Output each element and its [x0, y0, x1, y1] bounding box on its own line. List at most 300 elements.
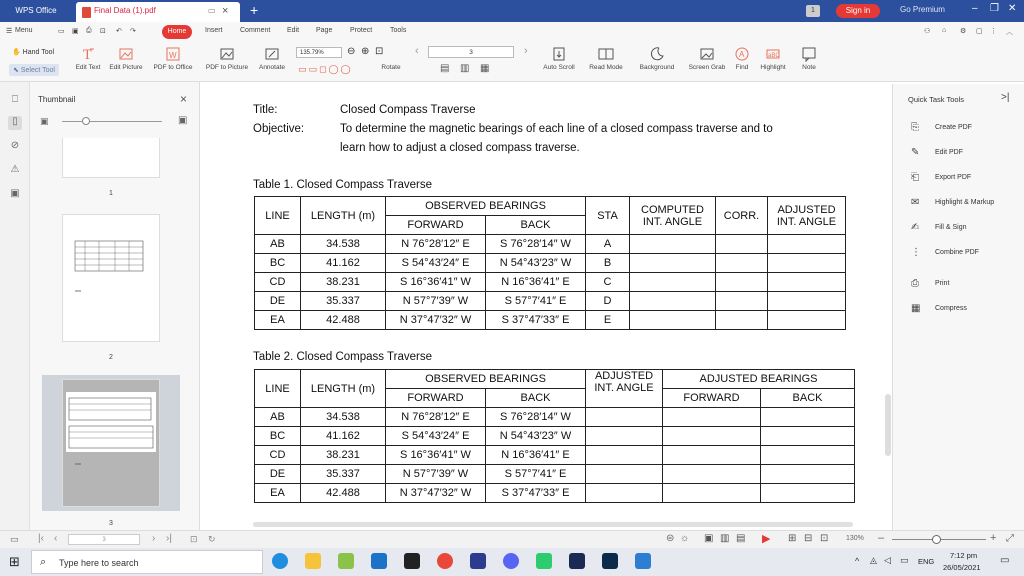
- table-cell: [761, 484, 855, 503]
- table-cell: 35.337: [301, 465, 386, 484]
- table-cell: 38.231: [301, 273, 386, 292]
- next-page-status-icon[interactable]: ›: [152, 533, 156, 544]
- table-cell: N 16°36′41″ E: [486, 273, 586, 292]
- table1-caption: Table 1. Closed Compass Traverse: [253, 179, 432, 191]
- table2-header-observed: OBSERVED BEARINGS: [386, 370, 586, 389]
- table1-header-computed-line1: COMPUTED: [641, 203, 704, 216]
- view-mode-icons[interactable]: ▭▭◻◯◯: [298, 64, 353, 74]
- table-cell: 42.488: [301, 311, 386, 330]
- table-cell: [586, 408, 663, 427]
- annotate-icon: [264, 46, 280, 62]
- thumbnail-page-3-content: [63, 380, 159, 506]
- table1-header-adjusted-line2: INT. ANGLE: [776, 215, 837, 228]
- rotate-label: Rotate: [381, 64, 401, 71]
- taskbar: [0, 548, 1024, 576]
- attachment-icon[interactable]: ⊘: [10, 140, 20, 151]
- status-page-input[interactable]: 3: [68, 534, 140, 545]
- auto-scroll-label: Auto Scroll: [543, 64, 575, 71]
- edit-pdf-icon: ✎: [911, 147, 920, 158]
- more-icon[interactable]: ⋮: [990, 28, 997, 35]
- thumbnail-page-1[interactable]: [62, 138, 160, 178]
- note-button[interactable]: [794, 42, 824, 82]
- notification-center-icon[interactable]: ▭: [1000, 555, 1010, 566]
- table-cell: [586, 446, 663, 465]
- thumbnail-page-2[interactable]: [62, 214, 160, 342]
- tab-tools[interactable]: Tools: [390, 27, 407, 34]
- fit-width-icon[interactable]: ⊡: [190, 534, 198, 544]
- play-icon[interactable]: ▶: [762, 533, 771, 545]
- objective-label: Objective:: [253, 123, 305, 135]
- thumbnail-page-number: 1: [109, 190, 113, 197]
- combine-pdf-label: Combine PDF: [935, 249, 979, 256]
- select-tool-label: Select Tool: [20, 67, 55, 74]
- signature-icon[interactable]: ⚠: [10, 164, 20, 175]
- table-cell: [630, 311, 716, 330]
- table2-header-adj-back: BACK: [761, 389, 855, 408]
- status-bar: [0, 530, 1024, 548]
- fit-icon[interactable]: ⊞: [788, 533, 797, 544]
- tab-insert[interactable]: Insert: [205, 27, 223, 34]
- horizontal-scrollbar-thumb[interactable]: [253, 522, 853, 527]
- edit-text-label: Edit Text: [75, 64, 101, 71]
- sign-in-button[interactable]: Sign in: [836, 4, 880, 18]
- lightroom-icon[interactable]: [569, 553, 585, 569]
- table1-header-sta: STA: [586, 197, 630, 235]
- app-icon[interactable]: [338, 553, 354, 569]
- menu-button[interactable]: Menu: [15, 27, 33, 34]
- minimize-icon[interactable]: –: [972, 3, 978, 14]
- table-row: [255, 408, 855, 427]
- table-cell: D: [586, 292, 630, 311]
- table2-caption: Table 2. Closed Compass Traverse: [253, 351, 432, 363]
- table-cell: [768, 311, 846, 330]
- table-cell: [761, 408, 855, 427]
- table-cell: B: [586, 254, 630, 273]
- table-cell: [768, 254, 846, 273]
- hand-tool-label: Hand Tool: [22, 49, 55, 56]
- table-cell: [761, 427, 855, 446]
- table-cell: S 16°36′41″ W: [386, 273, 486, 292]
- export-icon[interactable]: ⊡: [100, 28, 106, 35]
- search-icon: ⌕: [40, 556, 47, 568]
- table1-header-length: LENGTH (m): [301, 197, 386, 235]
- compress-label: Compress: [935, 305, 967, 312]
- highlight-markup-label: Highlight & Markup: [935, 199, 995, 206]
- quick-task-title: Quick Task Tools: [908, 95, 964, 104]
- language-indicator[interactable]: ENG: [918, 557, 935, 566]
- horizontal-scrollbar[interactable]: [205, 521, 888, 529]
- rotate-button[interactable]: [376, 42, 406, 82]
- table-cell: [630, 273, 716, 292]
- restore-icon[interactable]: ❐: [990, 3, 999, 14]
- table-cell: DE: [255, 465, 301, 484]
- table-cell: N 57°7′39″ W: [386, 292, 486, 311]
- notification-badge[interactable]: 1: [806, 5, 820, 17]
- fit-page-status-icon[interactable]: ⊟: [804, 533, 813, 544]
- undo-icon[interactable]: ↶: [116, 28, 122, 35]
- combine-icon: ⋮: [911, 247, 921, 258]
- prev-page-icon[interactable]: ‹: [415, 45, 419, 57]
- last-page-icon[interactable]: ›|: [166, 533, 172, 544]
- table-cell: [630, 292, 716, 311]
- continuous-icon[interactable]: ▦: [480, 63, 490, 74]
- table-cell: [716, 311, 768, 330]
- table-cell: [663, 427, 761, 446]
- tab-page[interactable]: Page: [316, 27, 333, 34]
- pdf-to-office-icon: [165, 46, 181, 62]
- pdf-to-picture-icon: [219, 46, 235, 62]
- document-tab-label: Final Data (1).pdf: [94, 6, 156, 15]
- table-cell: CD: [255, 273, 301, 292]
- comment-icon[interactable]: ▢: [976, 28, 983, 35]
- messaging-icon[interactable]: [536, 553, 552, 569]
- zoom-slider-handle[interactable]: [932, 535, 941, 544]
- annotate-label: Annotate: [258, 64, 286, 71]
- thumbnail-icon[interactable]: ▯: [8, 116, 22, 130]
- table-cell: [586, 484, 663, 503]
- app-name[interactable]: WPS Office: [15, 6, 57, 15]
- windows-start-icon[interactable]: ⊞: [9, 554, 20, 569]
- table1-header-observed: OBSERVED BEARINGS: [386, 197, 586, 216]
- table2: [254, 369, 855, 503]
- auto-scroll-button[interactable]: [538, 42, 580, 82]
- zoom-in-status-icon[interactable]: +: [990, 532, 997, 544]
- table-row: [255, 484, 855, 503]
- table-row: [255, 446, 855, 465]
- table-cell: [716, 254, 768, 273]
- table-cell: [586, 465, 663, 484]
- comments-panel-icon[interactable]: ▣: [10, 188, 20, 199]
- table1: [254, 196, 846, 330]
- table2-header-adjusted-bearings: ADJUSTED BEARINGS: [663, 370, 855, 389]
- table-cell: S 54°43′24″ E: [386, 427, 486, 446]
- table-cell: [761, 465, 855, 484]
- table-cell: CD: [255, 446, 301, 465]
- background-label: Background: [639, 64, 675, 71]
- find-button[interactable]: [732, 42, 752, 82]
- tab-protect[interactable]: Protect: [350, 27, 373, 34]
- pdf-to-office-button[interactable]: [150, 42, 196, 82]
- find-icon: [734, 46, 750, 62]
- zoom-out-icon[interactable]: ⊖: [347, 46, 356, 57]
- table-cell: S 54°43′24″ E: [386, 254, 486, 273]
- pdf-to-picture-label: PDF to Picture: [205, 64, 249, 71]
- table2-header-adjusted: [586, 370, 663, 408]
- redo-icon[interactable]: ↷: [130, 28, 136, 35]
- table-cell: [761, 446, 855, 465]
- table-cell: 38.231: [301, 446, 386, 465]
- collapse-panel-icon[interactable]: >|: [1001, 92, 1010, 103]
- table2-header-adjusted-line2: INT. ANGLE: [594, 382, 654, 394]
- tray-expand-icon[interactable]: ^: [855, 556, 860, 566]
- search-placeholder: Type here to search: [59, 558, 139, 568]
- mail-icon[interactable]: [371, 553, 387, 569]
- new-tab-icon[interactable]: +: [250, 2, 259, 18]
- double-view-icon[interactable]: ▥: [720, 533, 730, 544]
- save-icon[interactable]: ▣: [72, 28, 79, 35]
- edge-icon[interactable]: [272, 553, 288, 569]
- thumbnail-size-slider[interactable]: [62, 121, 162, 122]
- table-cell: S 76°28′14″ W: [486, 408, 586, 427]
- table-cell: N 37°47′32″ W: [386, 484, 486, 503]
- table1-header-forward: FORWARD: [386, 216, 486, 235]
- next-page-icon[interactable]: ›: [524, 45, 528, 57]
- objective-line-1: To determine the magnetic bearings of each line of a closed compass traverse and to: [340, 123, 773, 135]
- thumbnail-picture-icon[interactable]: ▣: [40, 116, 49, 126]
- tab-comment[interactable]: Comment: [240, 27, 271, 34]
- table2-header-line: LINE: [255, 370, 301, 408]
- document-canvas[interactable]: [200, 82, 890, 522]
- moon-icon: [649, 46, 665, 62]
- table-cell: N 16°36′41″ E: [486, 446, 586, 465]
- background-button[interactable]: [634, 42, 680, 82]
- thumbnail-page-2-content: [63, 215, 159, 341]
- table-cell: [663, 484, 761, 503]
- highlight-icon: [765, 46, 781, 62]
- note-icon: [801, 46, 817, 62]
- fullscreen-icon[interactable]: ⊡: [820, 533, 829, 544]
- thumbnail-page-number: 2: [109, 354, 113, 361]
- cursor-icon: ⬉: [13, 67, 19, 74]
- table-cell: [630, 254, 716, 273]
- tab-edit[interactable]: Edit: [287, 27, 300, 34]
- title-label: Title:: [253, 104, 278, 116]
- table-cell: N 76°28′12″ E: [386, 235, 486, 254]
- table-cell: N 76°28′12″ E: [386, 408, 486, 427]
- edit-text-icon: [80, 46, 96, 62]
- collaborate-icon[interactable]: ⌂: [942, 27, 947, 34]
- clock-date[interactable]: 26/05/2021: [943, 563, 981, 572]
- close-icon[interactable]: ✕: [1008, 3, 1017, 14]
- vertical-scrollbar-thumb[interactable]: [885, 394, 891, 456]
- page-number-input[interactable]: 3: [428, 46, 514, 58]
- settings-icon[interactable]: ⚙: [960, 28, 967, 35]
- table-cell: N 57°7′39″ W: [386, 465, 486, 484]
- table-cell: 34.538: [301, 235, 386, 254]
- svg-text:A: A: [739, 50, 745, 59]
- prev-page-status-icon[interactable]: ‹: [54, 533, 58, 544]
- select-tool-button[interactable]: [9, 64, 59, 76]
- table-cell: S 16°36′41″ W: [386, 446, 486, 465]
- tab-restore-icon[interactable]: ▭: [208, 6, 216, 15]
- expand-icon[interactable]: ⤢: [1006, 533, 1014, 544]
- edit-text-button[interactable]: [72, 42, 104, 82]
- table-cell: [768, 292, 846, 311]
- table-cell: BC: [255, 254, 301, 273]
- menu-bar: [0, 22, 1024, 42]
- tab-close-icon[interactable]: ×: [222, 5, 229, 17]
- table-cell: AB: [255, 235, 301, 254]
- single-view-icon[interactable]: ▣: [704, 533, 714, 544]
- print-icon[interactable]: ⎙: [86, 27, 92, 34]
- table-cell: A: [586, 235, 630, 254]
- network-icon[interactable]: ◬: [870, 555, 877, 565]
- table-cell: [663, 408, 761, 427]
- pen-icon: ✍: [911, 222, 920, 233]
- hand-tool-button[interactable]: [12, 48, 54, 56]
- read-mode-button[interactable]: [586, 42, 626, 82]
- table2-header-adj-forward: FORWARD: [663, 389, 761, 408]
- document-tab[interactable]: [76, 2, 240, 22]
- file-explorer-icon[interactable]: [305, 553, 321, 569]
- table2-header-adjusted-line1: ADJUSTED: [594, 370, 654, 382]
- table-cell: S 57°7′41″ E: [486, 292, 586, 311]
- eye-protect-icon[interactable]: ⊜: [666, 533, 675, 544]
- table-row: [255, 235, 846, 254]
- highlight-markup-icon: ✉: [911, 197, 920, 208]
- taskbar-search[interactable]: [31, 550, 263, 574]
- book-view-icon[interactable]: ▤: [736, 533, 746, 544]
- screen-grab-icon: [699, 46, 715, 62]
- first-page-icon[interactable]: |‹: [38, 533, 44, 544]
- menu-icon[interactable]: ☰: [6, 28, 13, 35]
- sidebar-toggle-icon[interactable]: ▭: [10, 534, 19, 544]
- edit-picture-label: Edit Picture: [109, 64, 143, 71]
- table-row: [255, 292, 846, 311]
- title-bar: [0, 0, 1024, 22]
- screen-grab-button[interactable]: [686, 42, 728, 82]
- thumbnail-page-number: 3: [109, 520, 113, 527]
- go-premium-link[interactable]: Go Premium: [900, 5, 945, 14]
- svg-text:aBC: aBC: [768, 53, 780, 59]
- table1-header-line: LINE: [255, 197, 301, 235]
- fill-sign-label: Fill & Sign: [935, 224, 967, 231]
- pdf-to-picture-button[interactable]: [204, 42, 250, 82]
- zoom-in-icon[interactable]: ⊕: [361, 46, 370, 57]
- table-cell: BC: [255, 427, 301, 446]
- table-row: [255, 273, 846, 292]
- night-mode-icon[interactable]: ☼: [680, 533, 690, 544]
- table-cell: DE: [255, 292, 301, 311]
- table-row: [255, 427, 855, 446]
- svg-text:W: W: [169, 51, 177, 60]
- pdf-file-icon: [82, 7, 91, 18]
- table1-header-back: BACK: [486, 216, 586, 235]
- hand-icon: ✋: [12, 49, 21, 56]
- table-cell: AB: [255, 408, 301, 427]
- screen-grab-label: Screen Grab: [688, 64, 726, 71]
- thumbnail-panel: [30, 82, 200, 530]
- table-cell: 42.488: [301, 484, 386, 503]
- chrome-icon[interactable]: [437, 553, 453, 569]
- edit-picture-icon: [118, 46, 134, 62]
- thumbnail-close-icon[interactable]: ×: [180, 92, 188, 106]
- table1-header-corr: CORR.: [716, 197, 768, 235]
- table-cell: EA: [255, 311, 301, 330]
- vertical-scrollbar[interactable]: [884, 84, 892, 524]
- share-icon[interactable]: ⚇: [924, 28, 931, 35]
- find-label: Find: [735, 64, 749, 71]
- print-label: Print: [935, 280, 950, 287]
- table-cell: N 54°43′23″ W: [486, 254, 586, 273]
- pdf-to-office-label: PDF to Office: [153, 64, 193, 71]
- table-cell: [716, 273, 768, 292]
- rotate-status-icon[interactable]: ↻: [208, 534, 216, 544]
- table-cell: 41.162: [301, 254, 386, 273]
- media-app-icon[interactable]: [404, 553, 420, 569]
- table-cell: 34.538: [301, 408, 386, 427]
- table-cell: [663, 465, 761, 484]
- table-cell: N 54°43′23″ W: [486, 427, 586, 446]
- table-cell: [663, 446, 761, 465]
- photoshop-icon[interactable]: [602, 553, 618, 569]
- read-mode-label: Read Mode: [589, 64, 623, 71]
- table-cell: [716, 235, 768, 254]
- table-cell: C: [586, 273, 630, 292]
- wps-taskbar-icon[interactable]: [635, 553, 651, 569]
- discord-icon[interactable]: [503, 553, 519, 569]
- table-cell: S 57°7′41″ E: [486, 465, 586, 484]
- note-label: Note: [802, 64, 816, 71]
- table1-header-adjusted: [768, 197, 846, 235]
- table1-header-adjusted-line1: ADJUSTED: [777, 203, 836, 216]
- table1-header-computed-line2: INT. ANGLE: [642, 215, 703, 228]
- edit-picture-button[interactable]: [106, 42, 146, 82]
- rotate-icon: [376, 42, 406, 64]
- bookmark-icon[interactable]: ⎕: [12, 94, 18, 105]
- thumbnail-large-icon[interactable]: ▣: [178, 115, 188, 126]
- table-cell: [768, 235, 846, 254]
- table-cell: E: [586, 311, 630, 330]
- two-page-icon[interactable]: ▥: [460, 63, 470, 74]
- quick-task-panel: [892, 84, 1024, 530]
- table-cell: N 37°47′32″ W: [386, 311, 486, 330]
- svg-text:T: T: [83, 48, 92, 62]
- objective-line-2: learn how to adjust a closed compass traverse.: [340, 142, 580, 154]
- table-row: [255, 465, 855, 484]
- table-cell: S 37°47′33″ E: [486, 484, 586, 503]
- compress-icon: ▦: [911, 303, 921, 314]
- annotate-button[interactable]: [256, 42, 288, 82]
- highlight-label: Highlight: [760, 64, 786, 71]
- thumbnail-slider-handle[interactable]: [82, 117, 90, 125]
- thumbnail-page-3[interactable]: [62, 379, 160, 507]
- table-cell: 35.337: [301, 292, 386, 311]
- left-sidebar: [0, 82, 30, 530]
- table-cell: S 76°28′14″ W: [486, 235, 586, 254]
- battery-icon[interactable]: ▭: [900, 555, 909, 565]
- fit-page-icon[interactable]: ⊡: [375, 46, 384, 57]
- zoom-level[interactable]: 130%: [846, 535, 864, 542]
- table-row: [255, 311, 846, 330]
- table-row: [255, 254, 846, 273]
- volume-icon[interactable]: ◁: [884, 555, 891, 565]
- tab-home[interactable]: Home: [162, 25, 192, 39]
- table-cell: EA: [255, 484, 301, 503]
- highlight-button[interactable]: [756, 42, 790, 82]
- collapse-ribbon-icon[interactable]: ︿: [1006, 29, 1013, 36]
- zoom-input[interactable]: 135.79%: [296, 47, 342, 58]
- printer-icon: ⎙: [911, 278, 919, 289]
- ribbon-toolbar: [0, 42, 1024, 82]
- zoom-out-status-icon[interactable]: –: [878, 532, 885, 544]
- export-pdf-label: Export PDF: [935, 174, 972, 181]
- edit-pdf-label: Edit PDF: [935, 149, 964, 156]
- table1-header-computed: [630, 197, 716, 235]
- clock-time[interactable]: 7:12 pm: [950, 551, 978, 560]
- table-cell: [768, 273, 846, 292]
- table-cell: 41.162: [301, 427, 386, 446]
- table2-header-length: LENGTH (m): [301, 370, 386, 408]
- table-cell: [716, 292, 768, 311]
- create-pdf-label: Create PDF: [935, 124, 972, 131]
- export-pdf-icon: ⎗: [911, 172, 919, 183]
- vpn-icon[interactable]: [470, 553, 486, 569]
- table-cell: [586, 427, 663, 446]
- open-icon[interactable]: ▭: [58, 28, 65, 35]
- single-page-icon[interactable]: ▤: [440, 63, 450, 74]
- table-cell: [630, 235, 716, 254]
